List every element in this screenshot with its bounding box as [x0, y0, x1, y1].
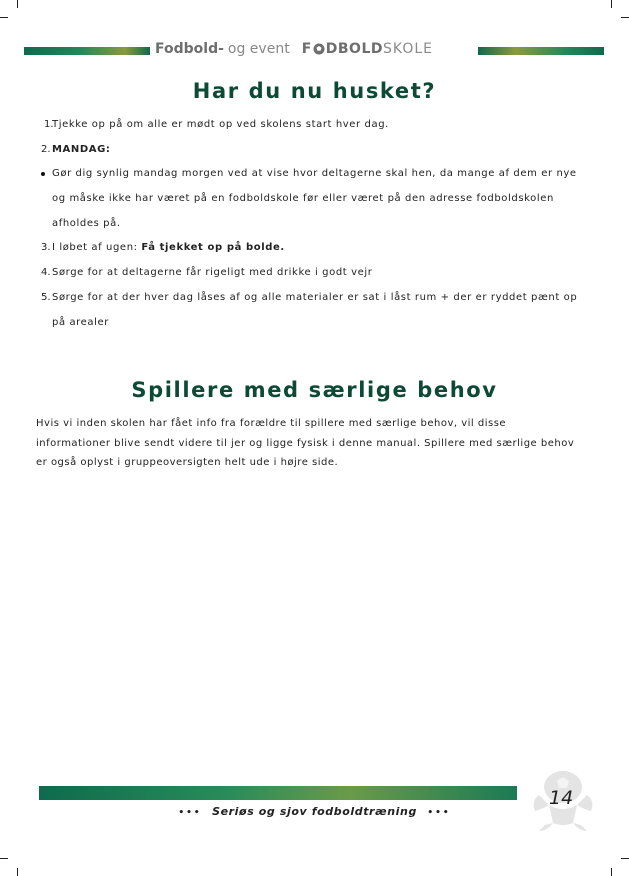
- tagline-dots-right: •••: [427, 808, 451, 818]
- brand-skole: SKOLE: [383, 41, 433, 57]
- crop-mark: [0, 858, 8, 859]
- brand-fodboldskole: [302, 41, 433, 57]
- list-number: 5.: [41, 292, 51, 303]
- list-item: og måske ikke har været på en fodboldskole før eller været på den adresse fodboldskolen: [52, 193, 554, 204]
- brand-letter-f: F: [301, 41, 312, 57]
- crop-mark: [621, 17, 629, 18]
- paragraph-line: Hvis vi inden skolen har fået info fra forældre til spillere med særlige behov, vil disse: [36, 418, 507, 429]
- brand-dbold: DBOLD: [325, 41, 384, 57]
- list-item: MANDAG:: [52, 144, 111, 155]
- heading-spillere-med-saerlige-behov: Spillere med særlige behov: [131, 378, 498, 402]
- crop-mark: [611, 868, 612, 876]
- list-number: 2.: [41, 144, 51, 155]
- crop-mark: [621, 858, 629, 859]
- list-number: 1.: [44, 119, 54, 130]
- paragraph-line: informationer blive sendt videre til jer og ligge fysisk i denne manual. Spillere med særlige behov: [36, 438, 575, 449]
- bullet-dot: [41, 172, 45, 176]
- list-item-text: I løbet af ugen:: [52, 242, 142, 253]
- page-header: [24, 43, 604, 59]
- footer-bar: [39, 786, 517, 800]
- list-item: på arealer: [52, 317, 109, 328]
- list-item: Sørge for at deltagerne får rigeligt med drikke i godt vejr: [52, 267, 373, 278]
- brand-og-event: og event: [227, 41, 290, 57]
- football-icon: [313, 43, 325, 55]
- header-bar-right: [478, 47, 604, 55]
- tagline-dots-left: •••: [178, 808, 202, 818]
- list-item: Sørge for at der hver dag låses af og alle materialer er sat i låst rum + der er ryddet pænt op: [52, 292, 578, 303]
- list-item: [52, 242, 285, 253]
- list-item: Tjekke op på om alle er mødt op ved skolens start hver dag.: [52, 119, 389, 130]
- paragraph-line: er også oplyst i gruppeoversigten helt ude i højre side.: [36, 457, 339, 468]
- list-item-bold-text: Få tjekket op på bolde.: [141, 242, 285, 253]
- list-number: 4.: [41, 267, 51, 278]
- crop-mark: [17, 868, 18, 876]
- crop-mark: [0, 17, 8, 18]
- list-item: Gør dig synlig mandag morgen ved at vise hvor deltagerne skal hen, da mange af dem er nye: [52, 168, 577, 179]
- page-number: 14: [549, 787, 574, 809]
- list-number: 3.: [41, 242, 51, 253]
- heading-har-du-nu-husket: Har du nu husket?: [192, 79, 437, 103]
- tagline-text: Seriøs og sjov fodboldtræning: [212, 805, 417, 818]
- header-bar-left: [24, 47, 150, 55]
- footer-tagline: [0, 805, 629, 818]
- brand-fodbold: Fodbold-: [155, 41, 224, 57]
- crop-mark: [17, 0, 18, 8]
- brand-logo: [155, 41, 433, 57]
- crop-mark: [611, 0, 612, 8]
- list-item: afholdes på.: [52, 218, 121, 229]
